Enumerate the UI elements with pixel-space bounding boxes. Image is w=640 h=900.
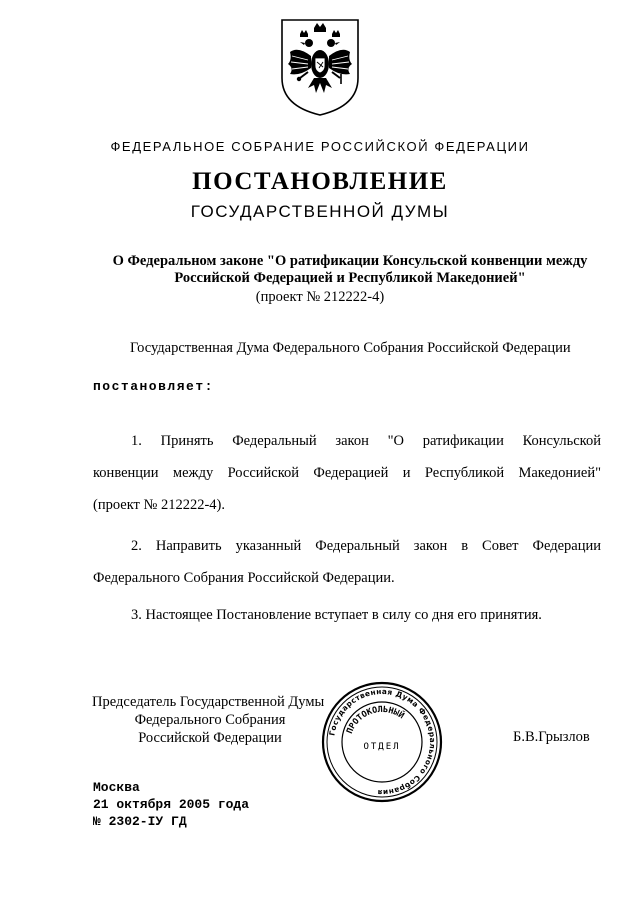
- signer-name: Б.В.Грызлов: [513, 729, 590, 745]
- subject-line: О Федеральном законе "О ратификации Консульской конвенции между: [112, 253, 588, 269]
- item-line: 2. Направить указанный Федеральный закон в Совет Федерации: [131, 538, 601, 554]
- item-line: (проект № 212222-4).: [93, 497, 226, 513]
- resolution-item: [93, 537, 601, 587]
- russian-coat-of-arms-icon: [278, 16, 362, 118]
- document-type-title: ПОСТАНОВЛЕНИЕ: [192, 168, 448, 195]
- official-round-stamp: [320, 680, 444, 804]
- decree-word: постановляет:: [93, 379, 214, 394]
- resolution-item: [93, 432, 601, 514]
- item-line: 1. Принять Федеральный закон "О ратификации Консульской: [131, 433, 601, 449]
- item-line: 3. Настоящее Постановление вступает в силу со дня его принятия.: [131, 607, 542, 623]
- footer-date: 21 октября 2005 года: [93, 797, 250, 812]
- footer-number: № 2302-IУ ГД: [93, 814, 187, 829]
- document-issuer: ГОСУДАРСТВЕННОЙ ДУМЫ: [190, 202, 450, 221]
- signatory-title: [92, 693, 328, 747]
- preamble: Государственная Дума Федерального Собрания Российской Федерации: [130, 340, 571, 356]
- document-subject: [60, 253, 640, 287]
- signatory-title-line: Российской Федерации: [138, 730, 282, 746]
- item-line: конвенции между Российской Федерацией и Республикой Македонией": [93, 465, 601, 481]
- document-footer: [93, 779, 249, 830]
- resolution-item: [131, 607, 542, 624]
- signatory-title-line: Федерального Собрания: [134, 712, 286, 728]
- stamp-middle-text: ПРОТОКОЛЬНЫЙ: [345, 704, 406, 736]
- stamp-center-text: ОТДЕЛ: [363, 742, 401, 752]
- item-line: Федерального Собрания Российской Федерации.: [93, 570, 395, 586]
- signatory-title-line: Председатель Государственной Думы: [92, 694, 325, 710]
- stamp-outer-text: Государственная Дума Федерального Собрания: [327, 686, 438, 798]
- project-number: (проект № 212222-4): [255, 289, 385, 305]
- subject-line: Российской Федерацией и Республикой Македонией": [174, 270, 526, 286]
- footer-city: Москва: [93, 780, 140, 795]
- organization-name: ФЕДЕРАЛЬНОЕ СОБРАНИЕ РОССИЙСКОЙ ФЕДЕРАЦИИ: [110, 139, 530, 154]
